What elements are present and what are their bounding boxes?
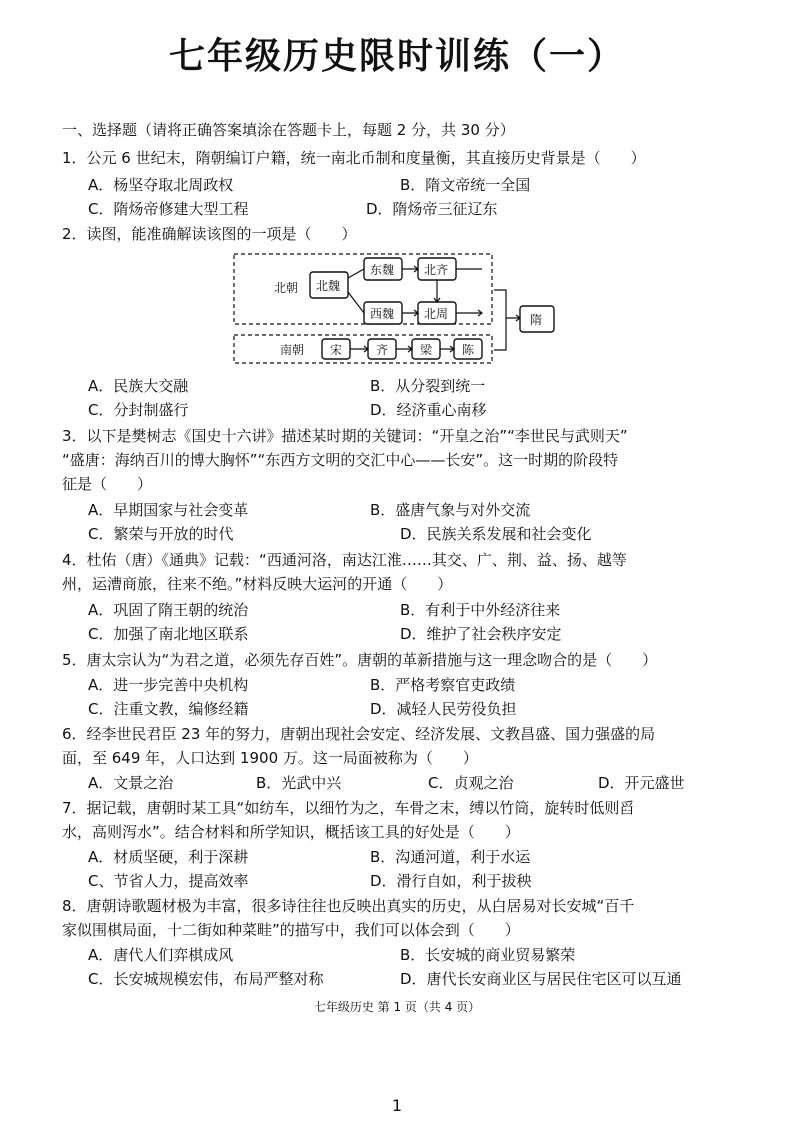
dynasty-diagram [232,250,564,368]
arrow-east-wei-north-qi [402,266,418,272]
question-2-option-c: C．分封制盛行 [88,401,189,419]
question-7-stem-line-2: 水，高则泻水”。结合材料和所学知识，概括该工具的好处是（ ） [62,823,520,841]
question-7-option-c: C、节省人力，提高效率 [88,872,249,890]
north-qi-label: 北齐 [424,263,449,277]
liang-label: 梁 [420,343,433,357]
question-7-option-b: B．沟通河道，利于水运 [370,848,531,866]
question-6-option-d: D．开元盛世 [598,774,685,792]
question-8-option-c: C．长安城规模宏伟，布局严整对称 [88,970,324,988]
question-6-stem-line-1: 6．经李世民君臣 23 年的努力，唐朝出现社会安定、经济发展、文教昌盛、国力强盛的局 [62,725,656,743]
arrow-north-zhou-right [456,310,482,316]
question-2-stem: 2．读图，能准确解读该图的一项是（ ） [62,225,357,243]
arrow-qi-liang [396,346,412,352]
song-label: 宋 [330,343,343,357]
question-1-option-c: C．隋炀帝修建大型工程 [88,200,249,218]
question-8-option-a: A．唐代人们弈棋成风 [88,946,234,964]
question-3-stem-line-1: 3．以下是樊树志《国史十六讲》描述某时期的关键词：“开皇之治”“李世民与武则天” [62,427,628,445]
question-3-option-b: B．盛唐气象与对外交流 [370,501,531,519]
sui-label: 隋 [530,313,543,327]
qi-label: 齐 [376,343,389,357]
arrow-song-qi [350,346,368,352]
question-5-option-d: D．减轻人民劳役负担 [370,700,517,718]
question-2-option-d: D．经济重心南移 [370,401,487,419]
question-5-stem: 5．唐太宗认为“为君之道，必须先存百姓”。唐朝的革新措施与这一理念吻合的是（ ） [62,651,658,669]
question-2-option-a: A．民族大交融 [88,377,189,395]
question-4-option-d: D．维护了社会秩序安定 [400,625,562,643]
arrow-west-wei-north-zhou [402,310,418,316]
chen-label: 陈 [462,343,475,357]
question-4-option-c: C．加强了南北地区联系 [88,625,249,643]
question-3-option-a: A．早期国家与社会变革 [88,501,249,519]
question-4-stem-line-2: 州，运漕商旅，往来不绝。”材料反映大运河的开通（ ） [62,575,453,593]
question-4-stem-line-1: 4．杜佑（唐）《通典》记载：“西通河洛，南达江淮……其交、广、荆、益、扬、越等 [62,551,627,569]
question-3-stem-line-3: 征是（ ） [62,475,153,493]
question-4-option-b: B．有利于中外经济往来 [400,601,561,619]
north-zhou-label: 北周 [424,307,449,321]
arrow-liang-chen [440,346,454,352]
north-label: 北朝 [274,281,299,295]
question-3-option-d: D．民族关系发展和社会变化 [400,525,592,543]
arrow-north-wei-east-wei [348,269,364,278]
arrow-north-wei-west-wei [348,292,364,313]
question-6-stem-line-2: 面，至 649 年，人口达到 1900 万。这一局面被称为（ ） [62,749,478,767]
east-wei-label: 东魏 [370,263,395,277]
question-4-option-a: A．巩固了隋王朝的统治 [88,601,249,619]
page-title: 七年级历史限时训练（一） [168,36,625,77]
page-number: 1 [391,1096,403,1115]
question-6-option-b: B．光武中兴 [256,774,342,792]
question-6-option-a: A．文景之治 [88,774,174,792]
west-wei-label: 西魏 [370,307,395,321]
question-3-stem-line-2: “盛唐：海纳百川的博大胸怀”“东西方文明的交汇中心——长安”。这一时期的阶段特 [62,451,619,469]
question-3-option-c: C．繁荣与开放的时代 [88,525,234,543]
section-heading: 一、选择题（请将正确答案填涂在答题卡上，每题 2 分，共 30 分） [62,121,515,139]
page-footer: 七年级历史 第 1 页（共 4 页） [313,1000,481,1014]
question-8-stem-line-1: 8．唐朝诗歌题材极为丰富，很多诗往往也反映出真实的历史，从白居易对长安城“百千 [62,897,635,915]
question-1-option-b: B．隋文帝统一全国 [400,176,531,194]
question-1-stem: 1．公元 6 世纪末，隋朝编订户籍，统一南北币制和度量衡，其直接历史背景是（ ） [62,149,646,167]
question-8-option-d: D．唐代长安商业区与居民住宅区可以互通 [400,970,682,988]
arrow-north-qi-north-zhou [434,280,440,302]
bracket-to-sui [494,290,520,350]
question-5-option-c: C．注重文教，编修经籍 [88,700,249,718]
question-7-option-d: D．滑行自如，利于拔秧 [370,872,532,890]
question-1-option-a: A．杨坚夺取北周政权 [88,176,234,194]
question-7-stem-line-1: 7．据记载，唐朝时某工具“如纺车，以细竹为之，车骨之末，缚以竹筒，旋转时低则舀 [62,799,635,817]
question-1-option-d: D．隋炀帝三征辽东 [366,200,498,218]
north-wei-label: 北魏 [316,279,341,293]
question-6-option-c: C．贞观之治 [428,774,514,792]
question-5-option-a: A．进一步完善中央机构 [88,676,249,694]
south-label: 南朝 [280,343,305,357]
question-2-option-b: B．从分裂到统一 [370,377,486,395]
question-7-option-a: A．材质坚硬，利于深耕 [88,848,249,866]
question-8-option-b: B．长安城的商业贸易繁荣 [400,946,576,964]
question-5-option-b: B．严格考察官吏政绩 [370,676,516,694]
question-8-stem-line-2: 家似围棋局面，十二街如种菜畦”的描写中，我们可以体会到（ ） [62,921,520,939]
